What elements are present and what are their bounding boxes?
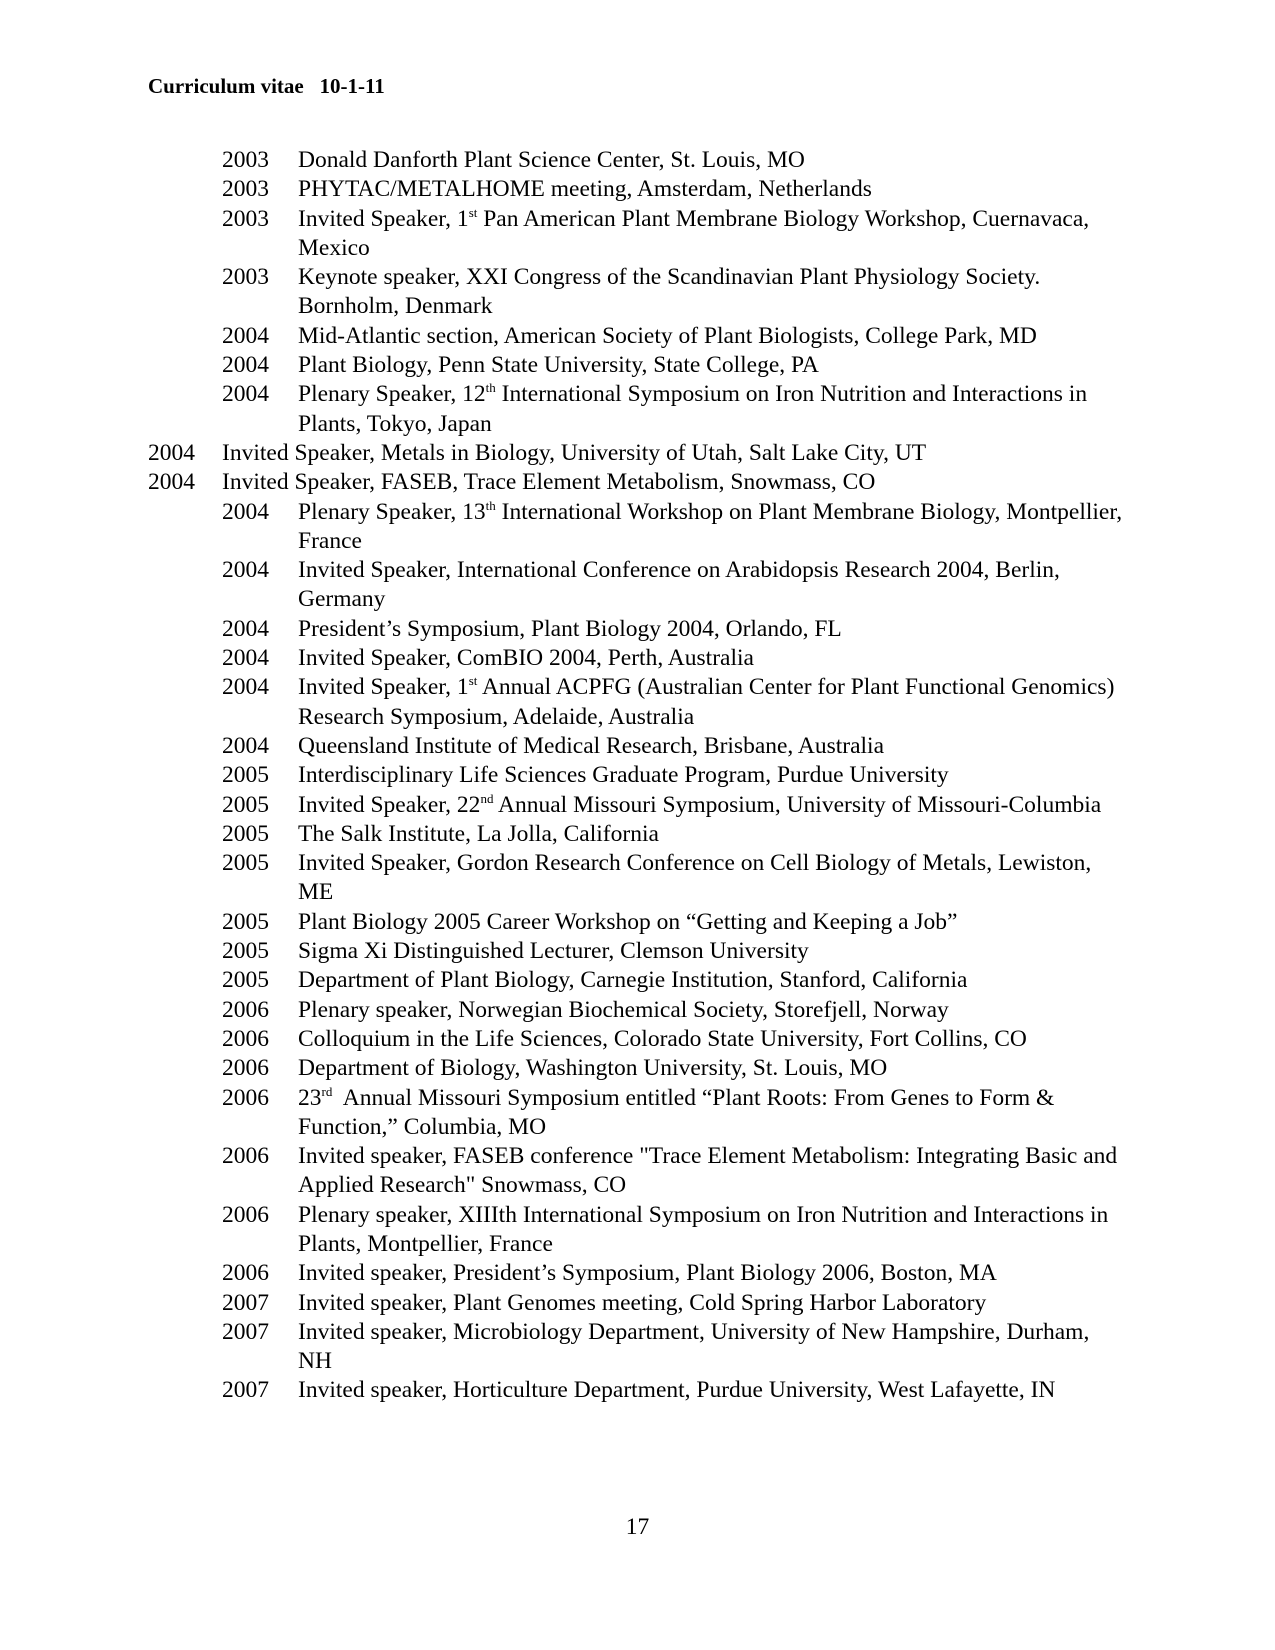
entry-year: 2004 [148,439,195,466]
entry-year: 2003 [222,264,269,291]
entry-description [298,1377,1055,1403]
list-item [148,908,1128,937]
list-item [148,146,1128,175]
list-item [148,439,1128,468]
entry-year: 2004 [222,674,269,701]
entry-description-text: Department of Biology, Washington University, St. Louis, MO [298,1055,888,1082]
list-item [148,937,1128,966]
entry-description-text: Plant Biology 2005 Career Workshop on “Getting and Keeping a Job” [298,908,958,935]
entry-year: 2007 [222,1318,269,1345]
entry-description-lead: 23 [298,1084,322,1111]
entry-description-text: The Salk Institute, La Jolla, California [298,820,659,847]
entry-description-text: Keynote speaker, XXI Congress of the Scandinavian Plant Physiology Society. Bornholm, Denmark [298,264,1047,320]
entry-year: 2007 [222,1377,269,1404]
entry-year: 2006 [222,1084,269,1111]
entry-year: 2004 [222,732,269,759]
entry-description [222,440,926,466]
list-item [148,849,1128,908]
entry-description [298,557,1066,612]
entry-description-text: Donald Danforth Plant Science Center, St. Louis, MO [298,147,805,173]
entry-description-text: PHYTAC/METALHOME meeting, Amsterdam, Netherlands [298,176,872,203]
entry-description-lead: Invited Speaker, 22 [298,791,481,818]
entry-description-lead: Plenary Speaker, 13 [298,498,486,525]
list-item [148,351,1128,380]
list-item [148,644,1128,673]
entry-description-text: Plenary speaker, XIIIth International Symposium on Iron Nutrition and Interactions in Plants, Montpellier, France [298,1201,1115,1257]
list-item [148,498,1128,557]
entry-description-text: Mid-Atlantic section, American Society of Plant Biologists, College Park, MD [298,322,1037,349]
entry-description-text: Invited Speaker, International Conference on Arabidopsis Research 2004, Berlin, Germany [298,557,1066,613]
list-item [148,761,1128,790]
entry-description [298,909,957,935]
entry-description [298,733,884,759]
entry-description-text: Sigma Xi Distinguished Lecturer, Clemson University [298,938,809,965]
entry-year: 2006 [222,1025,269,1052]
entry-year: 2006 [222,1055,269,1082]
entry-description-text: Queensland Institute of Medical Research, Brisbane, Australia [298,732,885,759]
entry-year: 2004 [222,645,269,672]
entry-year: 2003 [222,147,269,173]
entry-description-text: Plant Biology, Penn State University, State College, PA [298,352,819,379]
entry-description [298,938,809,964]
entry-description-text: Annual Missouri Symposium, University of Missouri-Columbia [493,791,1102,818]
list-item [148,263,1128,322]
entry-description [298,264,1046,319]
entry-description [298,1290,986,1316]
list-item [148,380,1128,439]
entry-description [298,352,819,378]
entry-year: 2004 [222,498,269,525]
entry-description [298,147,805,173]
entry-description-text: Invited speaker, President’s Symposium, Plant Biology 2006, Boston, MA [298,1260,997,1287]
page-number: 17 [625,1514,650,1540]
entry-year: 2005 [222,850,269,877]
entry-year: 2004 [222,352,269,379]
entry-year: 2006 [222,1260,269,1287]
list-item [148,615,1128,644]
list-item [148,1376,1128,1405]
entry-description [298,674,1120,729]
entry-description-text: International Symposium on Iron Nutrition and Interactions in Plants, Tokyo, Japan [298,381,1093,437]
entry-description-lead: Invited Speaker, 1 [298,674,469,701]
entry-year: 2004 [222,381,269,408]
entry-description [298,323,1037,349]
entry-year: 2004 [222,322,269,349]
entry-description-text: Pan American Plant Membrane Biology Workshop, Cuernavaca, Mexico [298,205,1096,261]
entry-year: 2005 [222,791,269,818]
entry-year: 2005 [222,938,269,965]
entry-description-text: International Workshop on Plant Membrane Biology, Montpellier, France [298,498,1128,554]
document-header: Curriculum vitae 10-1-11 [148,74,385,98]
entry-description [298,997,949,1023]
entry-description-text: Annual ACPFG (Australian Center for Plant Functional Genomics) Research Symposium, Adelaide, Australia [298,674,1121,730]
entry-description [298,1085,1060,1140]
entry-description-text: Department of Plant Biology, Carnegie Institution, Stanford, California [298,967,968,994]
list-item [148,996,1128,1025]
list-item [148,175,1128,204]
list-item [148,1054,1128,1083]
ordinal-superscript: st [468,673,478,689]
list-item [148,673,1128,732]
entry-year: 2006 [222,996,269,1023]
entry-description-lead: Invited Speaker, 1 [298,205,469,232]
ordinal-superscript: th [485,497,496,513]
entry-description-text: Plenary speaker, Norwegian Biochemical Society, Storefjell, Norway [298,996,949,1023]
entry-description [298,206,1095,261]
entry-description [298,616,842,642]
entry-description [298,762,949,788]
ordinal-superscript: st [468,204,478,220]
entry-list [148,146,1128,1406]
list-item [148,1201,1128,1260]
ordinal-superscript: th [485,380,496,396]
entry-description-text: Colloquium in the Life Sciences, Colorado State University, Fort Collins, CO [298,1025,1027,1052]
entry-description [298,1260,997,1286]
entry-year: 2007 [222,1289,269,1316]
list-item [148,1084,1128,1143]
list-item [148,966,1128,995]
entry-year: 2004 [222,615,269,642]
list-item [148,468,1128,497]
entry-year: 2005 [222,908,269,935]
entry-description [298,1026,1027,1052]
entry-year: 2004 [148,469,195,496]
entry-description [298,967,967,993]
entry-description-text: President’s Symposium, Plant Biology 2004, Orlando, FL [298,615,842,642]
ordinal-superscript: nd [480,790,494,806]
entry-description [298,381,1093,436]
entry-description [298,1055,887,1081]
entry-year: 2003 [222,205,269,232]
entry-description [298,176,872,202]
list-item [148,556,1128,615]
entry-year: 2005 [222,967,269,994]
ordinal-superscript: rd [321,1083,333,1099]
entry-description [298,645,754,671]
entry-description [298,792,1101,818]
entry-description-text: Invited Speaker, Metals in Biology, University of Utah, Salt Lake City, UT [222,439,927,466]
entry-year: 2004 [222,557,269,584]
list-item [148,1289,1128,1318]
entry-description-text: Annual Missouri Symposium entitled “Plant Roots: From Genes to Form & Function,” Columbia, MO [298,1084,1061,1140]
list-item [148,1025,1128,1054]
entry-description [298,850,1097,905]
entry-year: 2003 [222,176,269,203]
entry-year: 2006 [222,1143,269,1170]
entry-description-text: Invited speaker, Microbiology Department, University of New Hampshire, Durham, NH [298,1318,1096,1375]
entry-description-text: Invited speaker, Plant Genomes meeting, Cold Spring Harbor Laboratory [298,1289,987,1316]
entry-description [298,1202,1114,1257]
entry-description-text: Invited speaker, Horticulture Department, Purdue University, West Lafayette, IN [298,1377,1056,1404]
list-item [148,205,1128,264]
entry-description-text: Invited Speaker, FASEB, Trace Element Metabolism, Snowmass, CO [222,469,876,496]
entry-year: 2005 [222,762,269,789]
entry-description-text: Interdisciplinary Life Sciences Graduate Program, Purdue University [298,762,949,789]
list-item [148,322,1128,351]
entry-description [298,1143,1122,1198]
entry-description [298,499,1128,554]
list-item [148,1142,1128,1201]
entry-description-text: Invited Speaker, Gordon Research Conference on Cell Biology of Metals, Lewiston, ME [298,850,1098,906]
list-item [148,791,1128,820]
entry-description-text: Invited Speaker, ComBIO 2004, Perth, Australia [298,645,754,672]
entry-description-lead: Plenary Speaker, 12 [298,381,486,408]
entry-description-text: Invited speaker, FASEB conference "Trace Element Metabolism: Integrating Basic and Applied Research" Snowmass, CO [298,1143,1122,1199]
entry-description [298,1319,1095,1374]
list-item [148,1318,1128,1377]
list-item [148,820,1128,849]
entry-description [298,821,659,847]
entry-year: 2006 [222,1201,269,1228]
entry-year: 2005 [222,820,269,847]
entry-description [222,469,875,495]
list-item [148,732,1128,761]
list-item [148,1259,1128,1288]
